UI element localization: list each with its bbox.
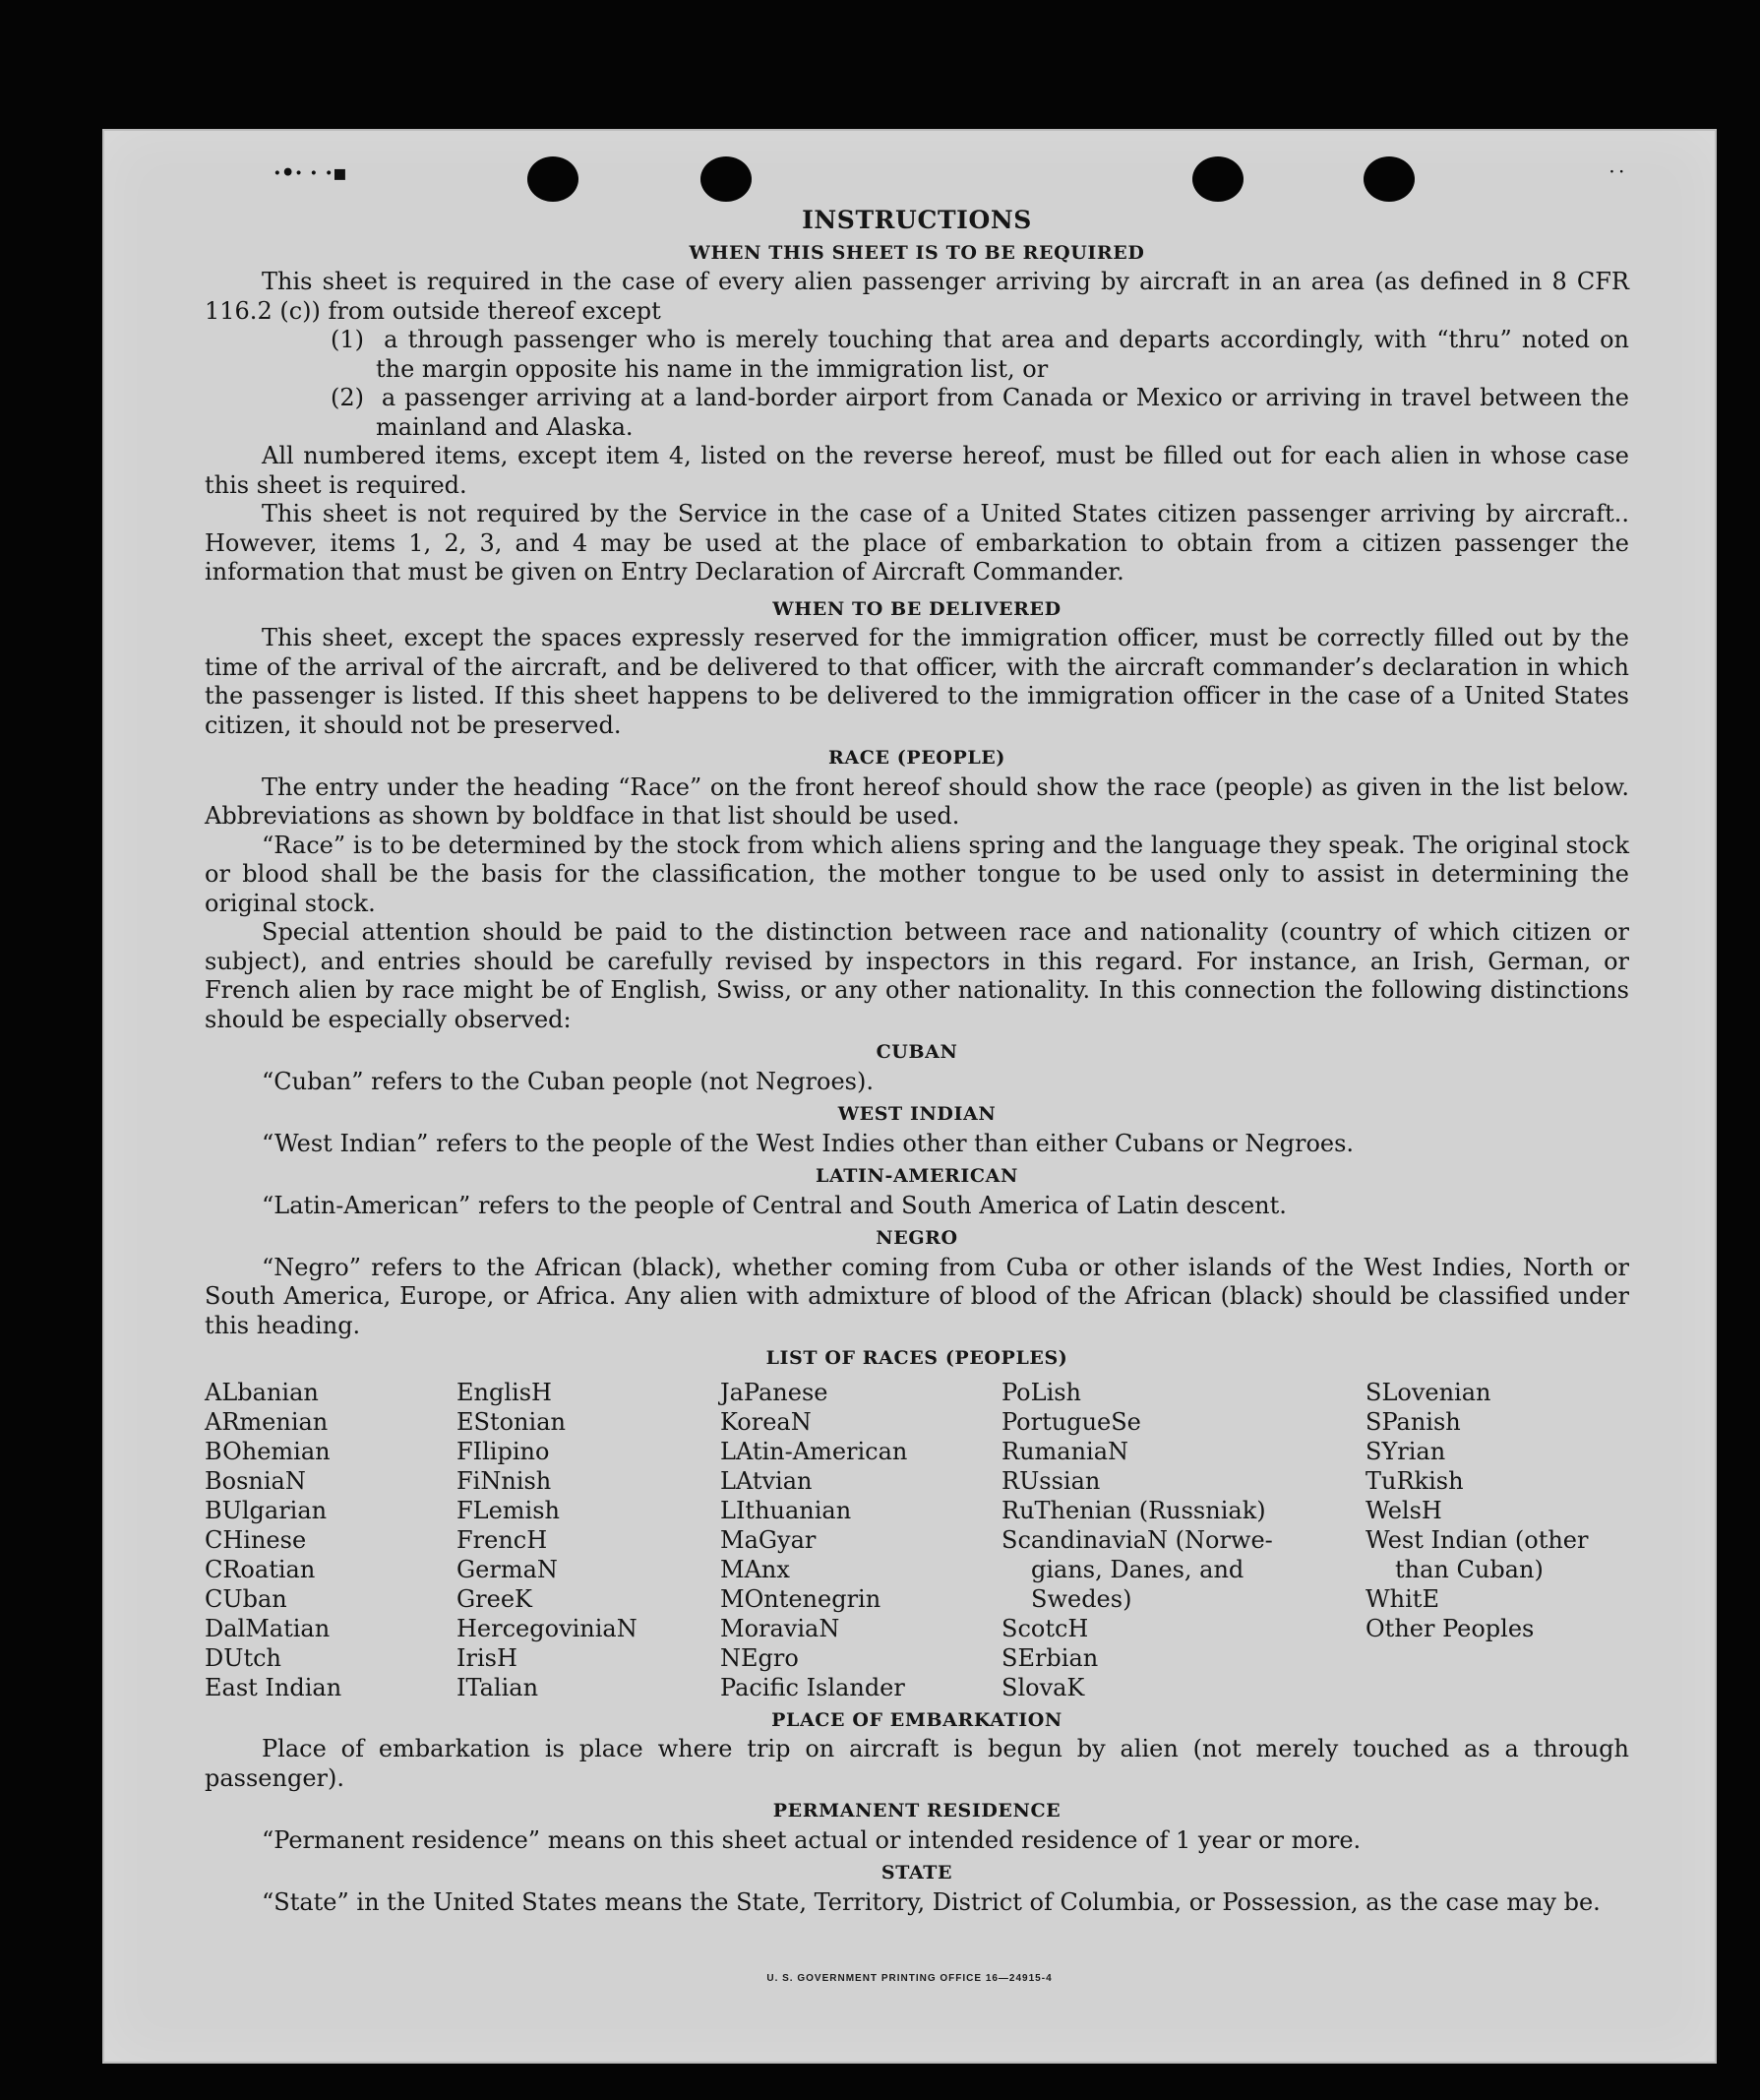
race-item: MAnx [720, 1555, 790, 1583]
paragraph: “Race” is to be determined by the stock from which aliens spring and the language they speak. The original stock or blood shall be the basis for the classification, the mother tongue to be used only to assist in determining the original stock. [205, 831, 1629, 917]
section-heading: LATIN-AMERICAN [816, 1165, 1018, 1187]
race-item: JaPanese [720, 1378, 828, 1406]
race-item: FrencH [456, 1525, 548, 1554]
race-item: ScotcH [1001, 1614, 1089, 1642]
paragraph: “State” in the United States means the State, Territory, District of Columbia, or Possession, as the case may be. [262, 1887, 1601, 1916]
race-column [456, 1378, 720, 1702]
race-column [205, 1378, 456, 1702]
race-column [720, 1378, 1001, 1702]
paragraph: This sheet is not required by the Service in the case of a United States citizen passenger arriving by aircraft.. However, items 1, 2, 3, and 4 may be used at the place of embarkation to obtain from a citizen passenger the information that must be given on Entry Declaration of Aircraft Commander. [205, 500, 1629, 586]
race-item: ALbanian [205, 1378, 319, 1406]
paragraph: This sheet is required in the case of every alien passenger arriving by aircraft in an area (as defined in 8 CFR 116.2 (c)) from outside thereof except [205, 268, 1629, 325]
race-item: TuRkish [1366, 1466, 1464, 1495]
race-item: KoreaN [720, 1407, 812, 1436]
section-heading: RACE (PEOPLE) [828, 747, 1005, 769]
item-number: (1) [331, 326, 364, 353]
race-item: MOntenegrin [720, 1584, 881, 1613]
race-item-continued: gians, Danes, and [1031, 1555, 1244, 1583]
race-item: LAtvian [720, 1466, 813, 1495]
race-item: SErbian [1001, 1643, 1099, 1672]
punch-hole [700, 156, 752, 202]
item-text: a passenger arriving at a land-border airport from Canada or Mexico or arriving in travel between the mainland and Alaska. [376, 384, 1629, 441]
section-heading: STATE [880, 1862, 953, 1884]
race-item: DalMatian [205, 1614, 331, 1642]
race-item: Other Peoples [1366, 1614, 1535, 1642]
paragraph: The entry under the heading “Race” on the front hereof should show the race (people) as given in the list below. Abbreviations as shown by boldface in that list should be used. [205, 772, 1629, 830]
race-item: SlovaK [1001, 1673, 1085, 1701]
paragraph: “Cuban” refers to the Cuban people (not Negroes). [262, 1067, 874, 1095]
item-text: a through passenger who is merely touching that area and departs accordingly, with “thru” noted on the margin opposite his name in the immigration list, or [376, 326, 1629, 383]
race-column [1366, 1378, 1629, 1702]
section-heading: WEST INDIAN [837, 1103, 997, 1125]
race-item: LIthuanian [720, 1496, 852, 1524]
race-item: NEgro [720, 1643, 799, 1672]
race-item: GreeK [456, 1584, 532, 1613]
race-item: EnglisH [456, 1378, 552, 1406]
section-heading: CUBAN [876, 1041, 958, 1063]
paragraph: This sheet, except the spaces expressly reserved for the immigration officer, must be correctly filled out by the time of the arrival of the aircraft, and be delivered to that officer, with the aircraft commander’s declaration in which the passenger is listed. If this sheet happens to be delivered to the immigration officer in the case of a United States citizen, it should not be preserved. [205, 624, 1629, 739]
race-item: FiNnish [456, 1466, 552, 1495]
race-item: ScandinaviaN (Norwe- [1001, 1525, 1273, 1554]
race-item-continued: Swedes) [1031, 1584, 1132, 1613]
race-item: PoLish [1001, 1378, 1082, 1406]
section-heading: LIST OF RACES (PEOPLES) [765, 1347, 1068, 1369]
race-item: PortugueSe [1001, 1407, 1141, 1436]
race-item: RuThenian (Russniak) [1001, 1496, 1266, 1524]
document-sheet [102, 129, 1717, 2064]
section-heading: PLACE OF EMBARKATION [771, 1708, 1062, 1731]
race-item: IrisH [456, 1643, 517, 1672]
race-item: MoraviaN [720, 1614, 840, 1642]
section-heading: WHEN TO BE DELIVERED [772, 597, 1062, 620]
race-item: WelsH [1366, 1496, 1442, 1524]
printer-imprint: U. S. GOVERNMENT PRINTING OFFICE 16—24915-4 [766, 1973, 1053, 1984]
paragraph: “Permanent residence” means on this sheet actual or intended residence of 1 year or more. [262, 1825, 1362, 1854]
race-item: FIlipino [456, 1437, 550, 1465]
punch-hole [527, 156, 578, 202]
paragraph: “Negro” refers to the African (black), whether coming from Cuba or other islands of the West Indies, North or South America, Europe, or Africa. Any alien with admixture of blood of the African (black) should be classified under this heading. [205, 1253, 1629, 1339]
race-item: RUssian [1001, 1466, 1101, 1495]
race-item: ITalian [456, 1673, 539, 1701]
paragraph: All numbered items, except item 4, listed on the reverse hereof, must be filled out for each alien in whose case this sheet is required. [205, 442, 1629, 499]
race-item: SPanish [1366, 1407, 1461, 1436]
race-item: WhitE [1366, 1584, 1439, 1613]
paragraph: “West Indian” refers to the people of the West Indies other than either Cubans or Negroes. [262, 1129, 1355, 1157]
race-item: West Indian (other [1366, 1525, 1589, 1554]
item-number: (2) [331, 384, 364, 411]
race-item: BosniaN [205, 1466, 306, 1495]
race-item: SYrian [1366, 1437, 1446, 1465]
race-item: CUban [205, 1584, 287, 1613]
section-heading: NEGRO [876, 1227, 958, 1249]
race-item: RumaniaN [1001, 1437, 1129, 1465]
race-item: FLemish [456, 1496, 560, 1524]
race-item: DUtch [205, 1643, 282, 1672]
race-item: EStonian [456, 1407, 566, 1436]
paragraph: “Latin-American” refers to the people of Central and South America of Latin descent. [262, 1191, 1287, 1219]
race-item: CHinese [205, 1525, 307, 1554]
punch-hole [1364, 156, 1415, 202]
race-item: GermaN [456, 1555, 558, 1583]
race-item: BUlgarian [205, 1496, 328, 1524]
race-list [205, 1378, 1629, 1702]
race-item: SLovenian [1366, 1378, 1491, 1406]
punch-hole [1192, 156, 1244, 202]
paragraph: Place of embarkation is place where trip on aircraft is begun by alien (not merely touched as a through passenger). [205, 1735, 1629, 1792]
numbered-item [205, 326, 1629, 384]
numbered-item [205, 384, 1629, 442]
race-item: East Indian [205, 1673, 342, 1701]
ink-smudge: · · [1609, 164, 1624, 180]
race-item: HercegoviniaN [456, 1614, 637, 1642]
section-heading: WHEN THIS SHEET IS TO BE REQUIRED [689, 241, 1145, 264]
instructions-body [205, 206, 1629, 1917]
race-item-continued: than Cuban) [1395, 1555, 1544, 1583]
section-heading: PERMANENT RESIDENCE [772, 1800, 1062, 1822]
paragraph: Special attention should be paid to the distinction between race and nationality (country of which citizen or subject), and entries should be carefully revised by inspectors in this regard. For instance, an Irish, German, or French alien by race might be of English, Swiss, or any other nationality. In this connection the following distinctions should be especially observed: [205, 918, 1629, 1033]
race-column [1001, 1378, 1366, 1702]
race-item: BOhemian [205, 1437, 331, 1465]
race-item: CRoatian [205, 1555, 316, 1583]
race-item: ARmenian [205, 1407, 329, 1436]
race-item: LAtin-American [720, 1437, 908, 1465]
page-title: INSTRUCTIONS [802, 206, 1032, 234]
ink-smudge: ·•· · ·▪ [273, 160, 347, 186]
race-item: MaGyar [720, 1525, 817, 1554]
race-item: Pacific Islander [720, 1673, 905, 1701]
